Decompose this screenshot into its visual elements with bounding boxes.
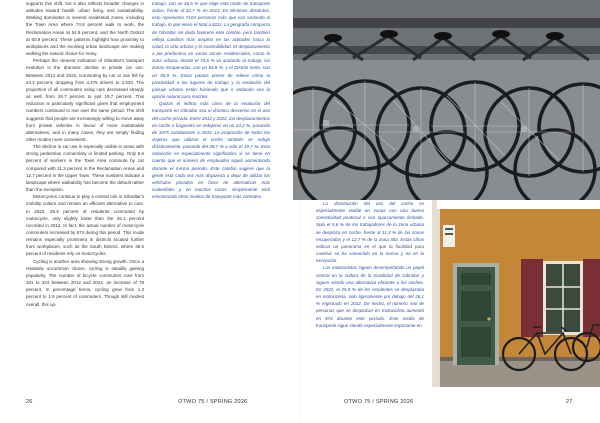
article-column-english [26, 0, 144, 386]
paragraph: trabajo, con un 46,5 % que elige este modo de transporte activo, frente al 42,7 % en 2012. En términos absolutos, esto representa 7104 personas más que van andando al trabajo, lo que eleva el total a 8111. La geografía compacta de Gibraltar sin duda favorece este cambio, pero también refleja cambios más amplios en las actitudes hacia la salud, la vida urbana y la sostenibilidad. El desplazamiento a pie predomina en varias zonas residenciales, como la zona urbana, donde el 74,8 % va andando al trabajo, las zonas recuperadas, con un 54,8 %, y el Distrito norte, con un 50,9 %. Estas pautas ponen de relieve cómo la proximidad a los lugares de trabajo y la evolución del paisaje urbano están haciendo que ir andando sea la opción natural para muchos. [152, 1, 270, 100]
paragraph: Las motocicletas siguen desempeñando un papel central en la cultura de la movilidad de Gibraltar y siguen siendo una alternativa eficiente a los coches. En 2022, el 25,9 % de los residentes se desplazaba en motocicleta, solo ligeramente por debajo del 26,1 % registrado en 2012. De hecho, el número real de personas que se desplazan en motocicleta aumentó en 874 durante este periodo. Este medio de transporte sigue siendo especialmente importante en [316, 265, 424, 328]
running-head-right: OTWO 75 / SPRING 2026 [344, 399, 414, 405]
shopfront-door-bicycles-photo [437, 209, 600, 387]
paragraph: Quizás el indicio más claro de la evolución del transporte en Gibraltar sea el drástico descenso en el uso del coche privado. Entre 2012 y 2022, los desplazamientos en coche o furgoneta se redujeron en un 24,2 %, pasando de 3475 conductores a 2633. La proporción de todos los viajeros que utilizan el coche también se redujo drásticamente, pasando del 28,7 % a solo el 19,7 %. Esta reducción es especialmente significativa si se tiene en cuenta que el número de empleados siguió aumentando durante el mismo periodo. Este cambio sugiere que la gente está cada vez más dispuesta a dejar de utilizar los vehículos privados en favor de alternativas más sostenibles y, en muchos casos, simplemente está encontrando otros medios de transporte más cómodos. [152, 101, 270, 200]
page-number-left: 26 [26, 399, 33, 405]
bicycles-photo [293, 0, 600, 200]
page-number-right: 27 [566, 399, 573, 405]
paragraph: supports this shift, but it also reflects broader changes in attitudes toward health, urban living, and sustainability. Walking dominates in several residential zones, including the Town Area where 74.8 percent walk to work, the Reclamation Areas at 54.8 percent, and the North District at 50.9 percent. These patterns highlight how proximity to workplaces and the evolving urban landscape are making walking the natural choice for many. [26, 1, 144, 57]
paragraph: Cycling is another area showing strong growth. Once a relatively uncommon choice, cycling is steadily gaining popularity. The number of bicycle commuters rose from 181 to 324 between 2012 and 2022, an increase of 79 percent. In percentage terms, cycling grew from 1.3 percent to 1.9 percent of commuters. Though still modest overall, this up- [26, 258, 144, 307]
paragraph: La disminución del uso del coche es especialmente visible en zonas con una buena conectividad peatonal o con aparcamiento limitado. Solo el 5,6 % de los trabajadores de la zona urbana se desplaza en coche, frente al 11,3 % de las zonas recuperadas y el 12,7 % de la zona alta. Estas cifras indican un panorama en el que la facilidad para caminar se ha convertido en la norma y no en la excepción. [316, 201, 424, 264]
article-column-spanish-continued [316, 200, 424, 382]
paragraph: Motorcycles continue to play a central role in Gibraltar's mobility culture and remain an efficient alternative to cars. In 2022, 25.9 percent of residents commuted by motorcycle, only slightly lower than the 26.1 percent recorded in 2012. In fact, the actual number of motorcycle commuters increased by 874 during this period. This mode remains especially prominent in districts located further from workplaces, such as the South District, where 35.5 percent of residents rely on motorcycles. [26, 194, 144, 257]
article-column-spanish [152, 0, 270, 378]
paragraph: Perhaps the clearest indication of Gibraltar's transport evolution is the dramatic decline in private car use. Between 2012 and 2022, commuting by car or van fell by 24.2 percent, dropping from 3,475 drivers to 2,633. The proportion of all commuters using cars decreased sharply as well, from 28.7 percent to just 19.7 percent. This reduction is particularly significant given that employment numbers continued to rise over the same period. The shift suggests that people are increasingly willing to move away from private vehicles in favour of more sustainable alternatives, and in many cases, they are simply finding other modes more convenient. [26, 58, 144, 142]
running-head-left: OTWO 75 / SPRING 2026 [178, 399, 248, 405]
paragraph: The decline in car use is especially visible in areas with strong pedestrian connectivity or limited parking. Only 5.6 percent of workers in the Town Area commute by car compared with 11.3 percent in the Reclamation Areas and 12.7 percent in the Upper Town. These numbers indicate a landscape where walkability has become the default rather than the exception. [26, 144, 144, 193]
